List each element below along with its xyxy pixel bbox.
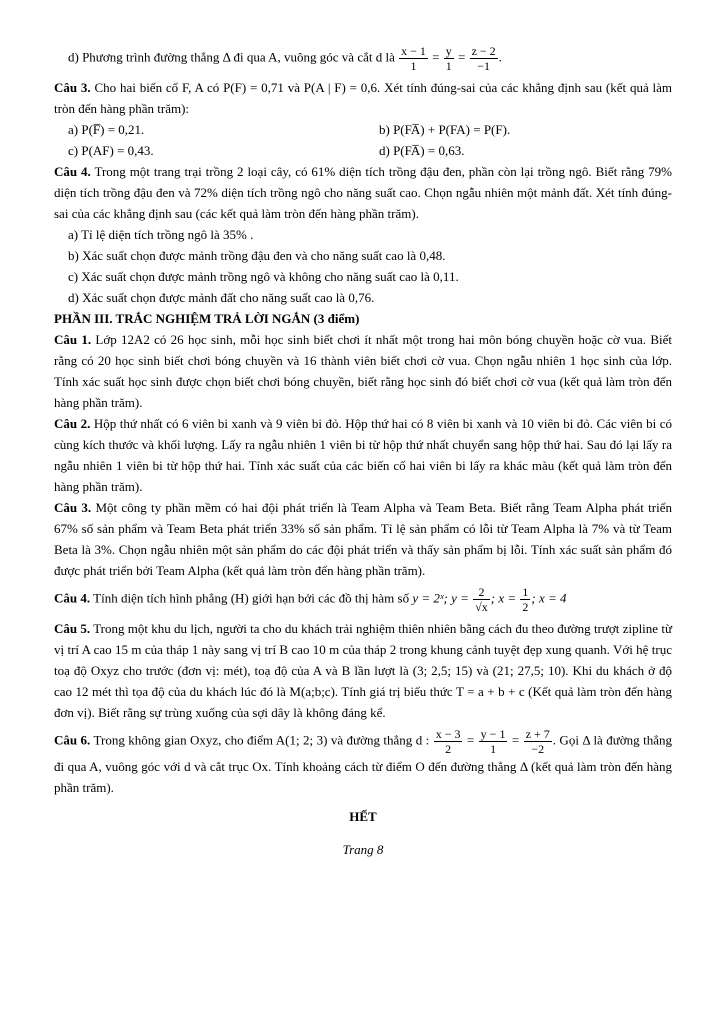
question-text: Trong một khu du lịch, người ta cho du khách trải nghiệm thiên nhiên bằng cách đu theo đường trượt zipline từ vị trí A cao 15 m của tháp 1 này sang vị trí B cao 10 m của tháp 2 trong khung cảnh tuyệt đẹp xung quanh. Với hệ trục toạ độ Oxyz cho trước (đơn vị: mét), toạ độ của A và B lần lượt là (3; 2,5; 15) và (21; 27,5; 10). Khi du khách ở độ cao 12 mét thì tọa độ của du khách lúc đó là M(a;b;c). Tính giá trị biểu thức T = a + b + c (Kết quả làm tròn đến hàng đơn vị). Biết rằng sự trùng xuống của sợi dây là không đáng kể. (54, 621, 672, 720)
frac-den: 2 (445, 742, 452, 756)
question-label: Câu 3. (54, 500, 92, 515)
question-text: Trong một trang trại trồng 2 loại cây, có 61% diện tích trồng đậu đen, phần còn lại trồng ngô. Biết rằng 79% diện tích trồng đậu đen và 72% diện tích trồng ngô cho năng suất cao. Chọn ngẫu nhiên một mảnh đất. Xét tính đúng-sai của các khẳng định sau (các kết quả làm tròn đến hàng phần trăm). (54, 164, 672, 221)
option-c: c) Xác suất chọn được mảnh trồng ngô và không cho năng suất cao là 0,11. (68, 269, 459, 284)
frac-den: −1 (477, 59, 491, 73)
question-text: Hộp thứ nhất có 6 viên bi xanh và 9 viên bi đỏ. Hộp thứ hai có 8 viên bi xanh và 10 viên bi đỏ. Các viên bi có cùng kích thước và khối lượng. Lấy ra ngẫu nhiên 1 viên bi từ hộp thứ nhất chuyển sang hộp thứ hai. Sau đó lại lấy ra ngẫu nhiên 1 viên bi từ hộp thứ hai. Tính xác suất của các biến cố hai viên bi lấy ra khác màu (kết quả làm tròn đến hàng phần trăm). (54, 416, 672, 494)
frac-den: 2 (522, 600, 529, 614)
short-question-5 (54, 618, 672, 723)
question-label: Câu 3. (54, 80, 91, 95)
formula-part: ; x = (490, 590, 517, 606)
option-a: a) P(F̅) = 0,21. (68, 122, 145, 137)
frac-den: −2 (531, 742, 545, 756)
fraction-x (434, 727, 463, 756)
short-question-2 (54, 413, 672, 497)
formula-part: ; x = 4 (531, 590, 567, 606)
option-b: b) Xác suất chọn được mảnh trồng đậu đen và cho năng suất cao là 0,48. (68, 248, 446, 263)
question-label: Câu 5. (54, 621, 91, 636)
question-3 (54, 77, 672, 119)
short-question-3 (54, 497, 672, 581)
formula-part: y = 2ˣ; y = (412, 590, 469, 606)
option-d: d) P(FA̅) = 0,63. (379, 143, 465, 158)
frac-num: y (445, 44, 452, 58)
question-label: Câu 4. (54, 590, 91, 606)
page-number: Trang 8 (342, 842, 384, 857)
end-marker: HẾT (349, 809, 377, 824)
frac-den: √x (475, 600, 488, 614)
fraction-y (444, 44, 454, 73)
option-d: d) Xác suất chọn được mảnh đất cho năng suất cao là 0,76. (68, 290, 375, 305)
question-label: Câu 4. (54, 164, 91, 179)
option-a: a) Tỉ lệ diện tích trồng ngô là 35% . (68, 227, 254, 242)
fraction-z (470, 44, 498, 73)
question-label: Câu 2. (54, 416, 91, 431)
exam-page (54, 44, 672, 860)
frac-den: 1 (490, 742, 497, 756)
q3-options-row-1 (54, 119, 672, 140)
frac-num: 2 (473, 585, 490, 600)
option-c: c) P(AF) = 0,43. (68, 143, 154, 158)
short-question-1 (54, 329, 672, 413)
short-question-4 (54, 585, 672, 614)
frac-den: 1 (445, 59, 452, 73)
fraction-2-sqrt-x (473, 585, 490, 614)
question-text: . Gọi Δ là đường thẳng đi qua A, vuông góc với d và cắt trục Ox. Tính khoảng cách từ điểm O đến đường thẳng Δ (kết quả làm tròn đến hàng phần trăm). (54, 732, 672, 795)
short-question-6: Câu 6. Trong không gian Oxyz, cho điểm A(1; 2; 3) và đường thẳng d : $\frac{x - 3}{2}$ = $\frac{y - 1}{1}$ = $\frac{z + 7}{-2}$ . Gọi Δ là đường thẳng đi qua A, vuông góc với d và cắt trục Ox. Tính khoảng cách từ điểm O đến đường thẳng Δ (kết quả làm tròn đến hàng phần trăm). (54, 727, 672, 795)
frac-num: y − 1 (480, 727, 506, 741)
fraction-y (479, 727, 508, 756)
question-label: Câu 6. (54, 732, 91, 748)
question-text: Tính diện tích hình phẳng (H) giới hạn bởi các đồ thị hàm số (93, 590, 410, 606)
frac-num: 1 (522, 585, 529, 599)
question-text: Trong không gian Oxyz, cho điểm A(1; 2; 3) và đường thẳng d : (93, 732, 430, 748)
section-title: PHẦN III. TRẮC NGHIỆM TRẢ LỜI NGẮN (3 điểm) (54, 311, 360, 326)
frac-num: x − 3 (435, 727, 461, 741)
question-text: Một công ty phần mềm có hai đội phát triển là Team Alpha và Team Beta. Biết rằng Team Alpha phát triển 67% số sản phẩm và Team Beta phát triển 33% số sản phẩm. Tỉ lệ sản phẩm có lỗi từ Team Alpha là 7% và từ Team Beta là 3%. Chọn ngẫu nhiên một sản phẩm do các đội phát triển và thấy sản phẩm bị lỗi. Tính xác suất sản phẩm đó được phát triển bởi Team Alpha (kết quả làm tròn đến hàng phần trăm). (54, 500, 673, 578)
fraction-half (520, 585, 530, 614)
question-text: Lớp 12A2 có 26 học sinh, mỗi học sinh biết chơi ít nhất một trong hai môn bóng chuyền hoặc cờ vua. Biết rằng có 20 học sinh biết chơi bóng chuyền và 16 thành viên biết chơi cờ vua. Chọn ngẫu nhiên 1 học sinh của lớp. Tính xác suất học sinh được chọn biết chơi bóng chuyền, biết rằng học sinh đó biết chơi cờ vua (kết quả làm tròn đến hàng phần trăm). (54, 332, 672, 410)
fraction-z (524, 727, 552, 756)
question-label: Câu 1. (54, 332, 92, 347)
item-d-text: d) Phương trình đường thẳng Δ đi qua A, vuông góc và cắt d là (68, 49, 395, 65)
question-4 (54, 161, 672, 224)
question-text: Cho hai biến cố F, A có P(F) = 0,71 và P(A | F) = 0,6. Xét tính đúng-sai của các khẳng định sau (kết quả làm tròn đến hàng phần trăm): (54, 80, 673, 116)
frac-num: z − 2 (471, 44, 496, 58)
frac-den: 1 (410, 59, 417, 73)
q3-part1-item-d: d) Phương trình đường thẳng Δ đi qua A, vuông góc và cắt d là $\frac{x - 1}{1}$ = $\frac{y}{1}$ = $\frac{z - 2}{-1}$ . (68, 44, 502, 73)
option-b: b) P(FA̅) + P(FA) = P(F). (379, 122, 511, 137)
frac-num: z + 7 (525, 727, 550, 741)
frac-num: x − 1 (401, 44, 426, 58)
fraction-x (399, 44, 428, 73)
q3-options-row-2 (54, 140, 672, 161)
